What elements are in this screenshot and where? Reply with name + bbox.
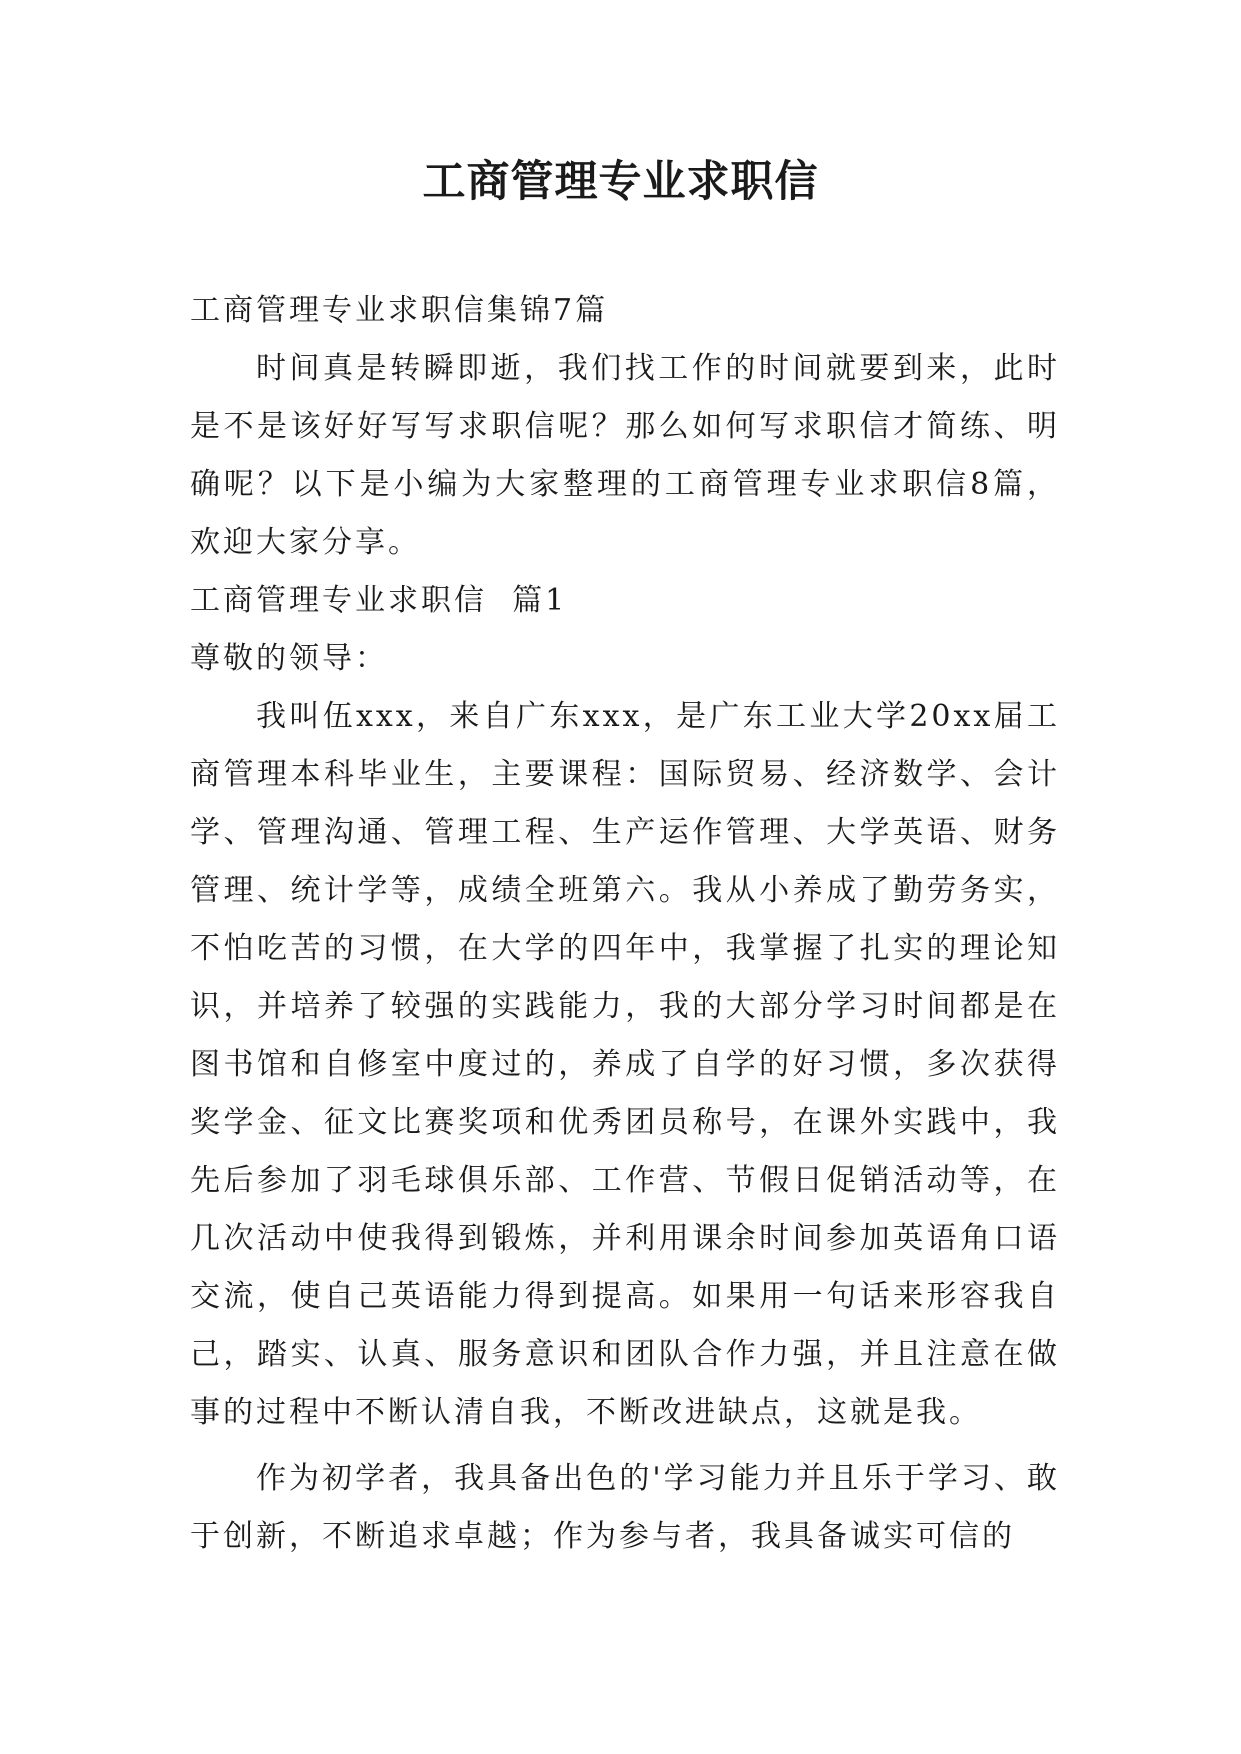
intro-paragraph: 时间真是转瞬即逝，我们找工作的时间就要到来，此时是不是该好好写写求职信呢？那么如何写求职信才简练、明确呢？以下是小编为大家整理的工商管理专业求职信8篇，欢迎大家分享。 bbox=[190, 351, 1060, 560]
section-heading: 工商管理专业求职信 篇1 bbox=[190, 583, 568, 618]
body-paragraph-1: 我叫伍xxx，来自广东xxx，是广东工业大学20xx届工商管理本科毕业生，主要课程：国际贸易、经济数学、会计学、管理沟通、管理工程、生产运作管理、大学英语、财务管理、统计学等，成绩全班第六。我从小养成了勤劳务实，不怕吃苦的习惯，在大学的四年中，我掌握了扎实的理论知识，并培养了较强的实践能力，我的大部分学习时间都是在图书馆和自修室中度过的，养成了自学的好习惯，多次获得奖学金、征文比赛奖项和优秀团员称号，在课外实践中，我先后参加了羽毛球俱乐部、工作营、节假日促销活动等，在几次活动中使我得到锻炼，并利用课余时间参加英语角口语交流，使自己英语能力得到提高。如果用一句话来形容我自己，踏实、认真、服务意识和团队合作力强，并且注意在做事的过程中不断认清自我，不断改进缺点，这就是我。 bbox=[190, 699, 1060, 1430]
body-paragraph-2: 作为初学者，我具备出色的'学习能力并且乐于学习、敢于创新，不断追求卓越；作为参与者，我具备诚实可信的 bbox=[190, 1461, 1060, 1554]
salutation: 尊敬的领导： bbox=[190, 641, 388, 676]
document-title: 工商管理专业求职信 bbox=[422, 157, 819, 207]
document-subtitle: 工商管理专业求职信集锦7篇 bbox=[190, 293, 609, 328]
document-body bbox=[190, 282, 1060, 1566]
